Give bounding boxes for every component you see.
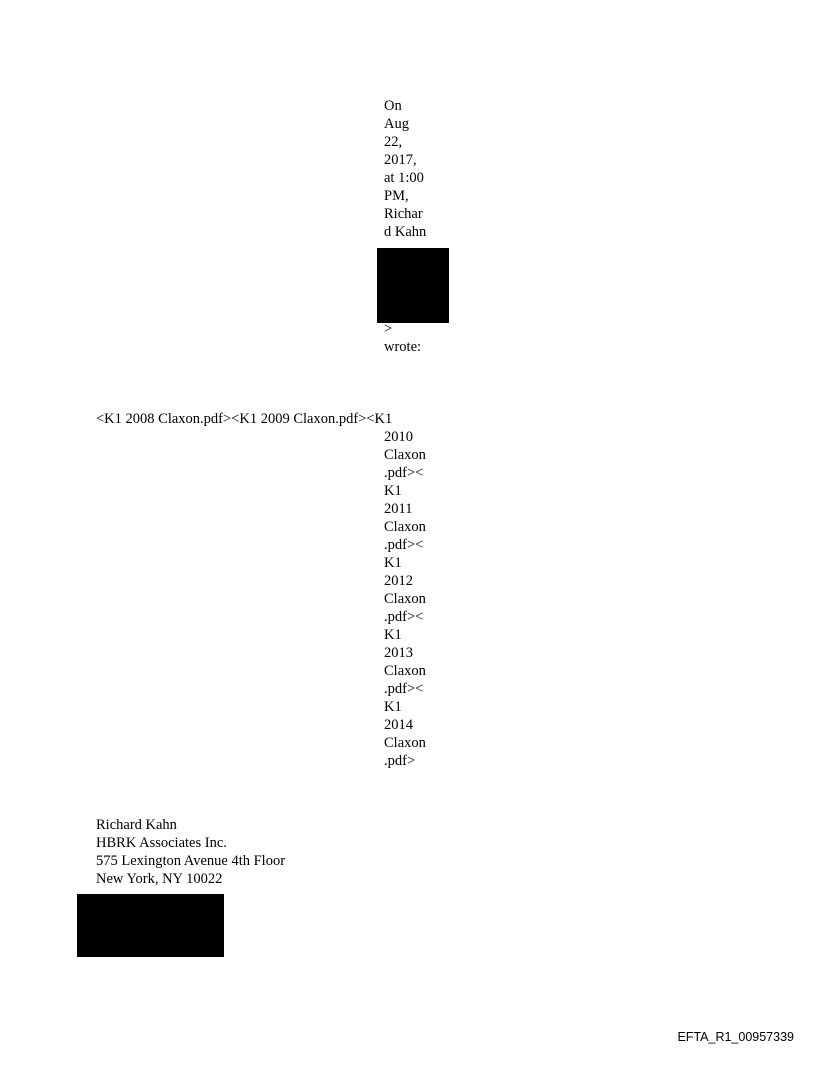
attachment-line: .pdf>< [384, 465, 424, 481]
reply-header-line: PM, [384, 188, 409, 204]
reply-header-line: d Kahn [384, 224, 427, 240]
attachment-line: .pdf>< [384, 681, 424, 697]
attachment-line: 2012 [384, 573, 413, 589]
attachment-line: .pdf> [384, 753, 416, 769]
signature-name: Richard Kahn [96, 817, 177, 833]
redaction-box [77, 894, 224, 957]
document-id: EFTA_R1_00957339 [677, 1030, 794, 1044]
signature-address-line1: 575 Lexington Avenue 4th Floor [96, 853, 286, 869]
signature-address-line2: New York, NY 10022 [96, 871, 223, 887]
reply-header-line: Richar [384, 206, 423, 222]
attachment-line: .pdf>< [384, 537, 424, 553]
reply-header-line: Aug [384, 116, 409, 132]
attachment-line: K1 [384, 699, 402, 715]
reply-header-end [384, 320, 444, 356]
reply-header-line: 22, [384, 134, 403, 150]
reply-header-line: On [384, 98, 402, 114]
attachment-line: Claxon [384, 519, 426, 535]
attachment-list-first-line: <K1 2008 Claxon.pdf><K1 2009 Claxon.pdf><K1 [96, 411, 393, 427]
attachment-line: K1 [384, 555, 402, 571]
attachment-line: 2013 [384, 645, 413, 661]
reply-header-line: 2017, [384, 152, 417, 168]
attachment-line: 2014 [384, 717, 413, 733]
reply-header-line: wrote: [384, 339, 422, 355]
attachment-line: Claxon [384, 663, 426, 679]
attachment-line: K1 [384, 483, 402, 499]
attachment-line: K1 [384, 627, 402, 643]
reply-header [384, 97, 444, 241]
attachment-line: Claxon [384, 591, 426, 607]
attachment-line: Claxon [384, 735, 426, 751]
reply-header-line: at 1:00 [384, 170, 424, 186]
redaction-box [377, 248, 449, 323]
attachment-line: .pdf>< [384, 609, 424, 625]
attachment-line: 2010 [384, 429, 413, 445]
signature-company: HBRK Associates Inc. [96, 835, 227, 851]
attachment-line: 2011 [384, 501, 413, 517]
reply-header-line: > [384, 321, 393, 337]
attachment-line: Claxon [384, 447, 426, 463]
attachment-list-wrapped [384, 428, 444, 770]
